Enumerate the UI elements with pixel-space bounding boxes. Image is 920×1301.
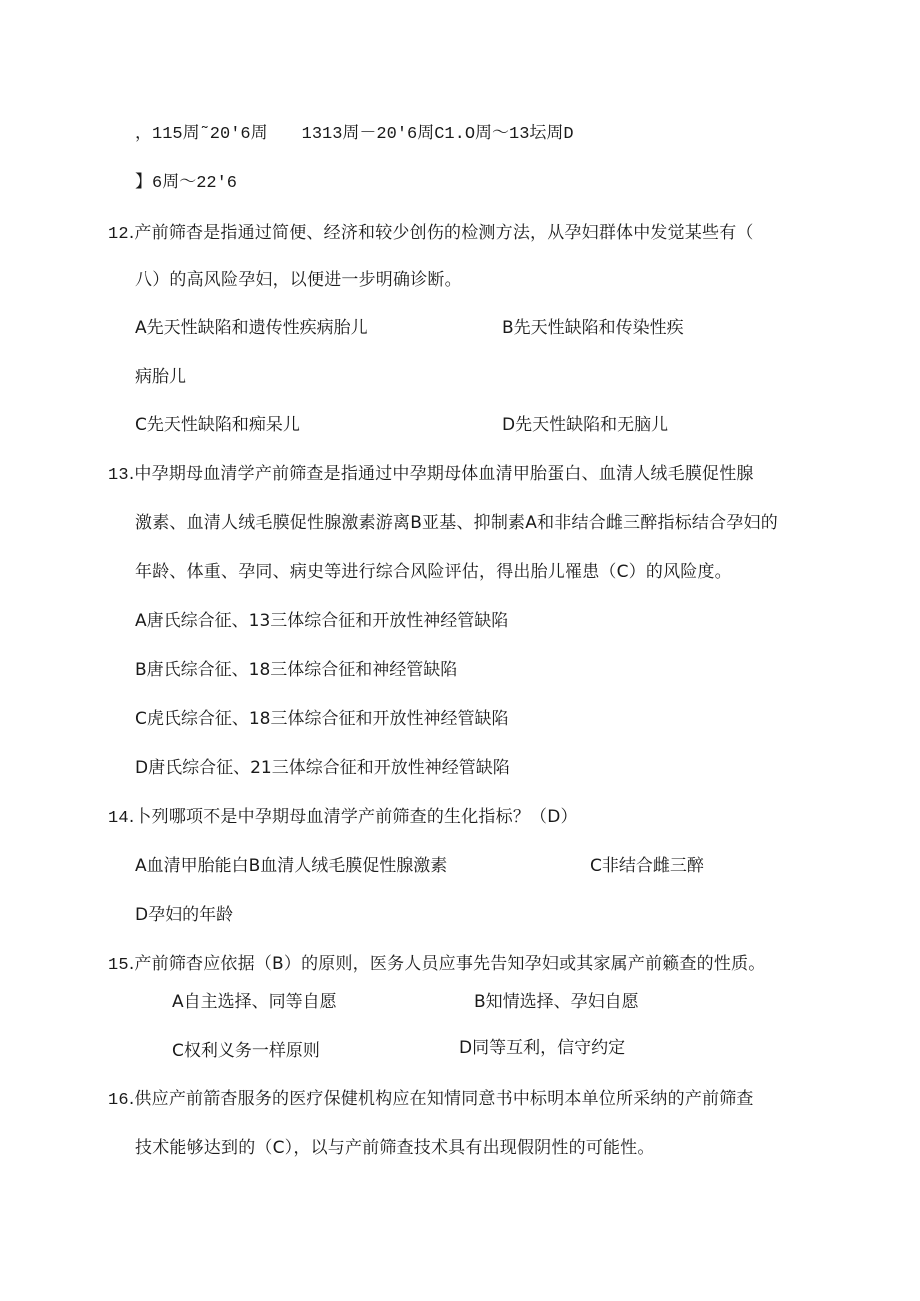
question-13-option-a: A唐氏综合征、13三体综合征和开放性神经管缺陷 xyxy=(135,611,509,631)
question-stem: .产前筛杳应依据（B）的原则，医务人员应事先告知孕妇或其家属产前籁查的性质。 xyxy=(128,954,766,974)
question-12-stem-line-2: 八）的高风险孕妇，以便进一步明确诊断。 xyxy=(135,270,462,290)
question-13-option-d: D唐氏综合征、21三体综合征和开放性神经管缺陷 xyxy=(135,758,510,778)
question-stem: .产前筛杳是指通过简便、经济和较少创伤的检测方法，从孕妇群体中发觉某些有（ xyxy=(128,223,754,243)
question-14-option-ab: A血清甲胎能白B血清人绒毛膜促性腺激素 xyxy=(135,856,448,876)
question-15-option-c: C权利义务一样原则 xyxy=(172,1041,320,1061)
prev-options-line: ，115周˜20'6周 1313周－20'6周C1.O周～13坛周D xyxy=(135,125,574,144)
question-number: 16 xyxy=(108,1091,129,1110)
prev-options-continued: 】6周～22'6 xyxy=(135,174,238,193)
question-12-option-b-continued: 病胎儿 xyxy=(135,367,186,387)
question-13-option-b: B唐氏综合征、18三体综合征和神经管缺陷 xyxy=(135,660,458,680)
question-number: 12 xyxy=(108,225,129,244)
question-15-option-a: A自主选择、同等自愿 xyxy=(172,992,337,1012)
question-number: 14 xyxy=(108,809,129,828)
question-15-option-b: B知情选择、孕妇自愿 xyxy=(474,992,639,1012)
question-13-stem-line-1 xyxy=(108,462,754,488)
question-13-stem-line-3: 年龄、体重、孕同、病史等进行综合风险评估，得出胎儿罹患（C）的风险度。 xyxy=(135,562,732,582)
question-12-option-a: A先天性缺陷和遗传性疾病胎儿 xyxy=(135,318,368,338)
question-16-stem-line-2: 技术能够达到的（C），以与产前筛查技术具有出现假阴性的可能性。 xyxy=(135,1138,655,1158)
question-16-stem-line-1 xyxy=(108,1087,754,1113)
question-12-option-c: C先天性缺陷和痴呆儿 xyxy=(135,415,300,435)
question-stem: .中孕期母血清学产前筛查是指通过中孕期母体血清甲胎蛋白、血清人绒毛膜促性腺 xyxy=(128,464,754,484)
question-number: 13 xyxy=(108,466,129,485)
question-12-stem-line-1 xyxy=(108,221,754,247)
question-14-option-d: D孕妇的年龄 xyxy=(135,905,234,925)
question-stem: .卜列哪项不是中孕期母血清学产前筛查的生化指标？（D） xyxy=(128,807,578,827)
question-14-stem-line-1 xyxy=(108,805,578,831)
question-14-option-c: C非结合雌三醉 xyxy=(590,856,704,876)
question-number: 15 xyxy=(108,956,129,975)
question-12-option-d: D先天性缺陷和无脑儿 xyxy=(502,415,669,435)
question-13-option-c: C虎氏综合征、18三体综合征和开放性神经管缺陷 xyxy=(135,709,509,729)
question-12-option-b: B先天性缺陷和传染性疾 xyxy=(502,318,684,338)
question-15-stem-line-1 xyxy=(108,952,765,978)
question-13-stem-line-2: 激素、血清人绒毛膜促性腺激素游离B亚基、抑制素A和非结合雌三醉指标结合孕妇的 xyxy=(135,513,778,533)
question-stem: .供应产前箭杳服务的医疗保健机构应在知情同意书中标明本单位所采纳的产前筛查 xyxy=(128,1089,754,1109)
question-15-option-d: D同等互利，信守约定 xyxy=(459,1038,626,1058)
